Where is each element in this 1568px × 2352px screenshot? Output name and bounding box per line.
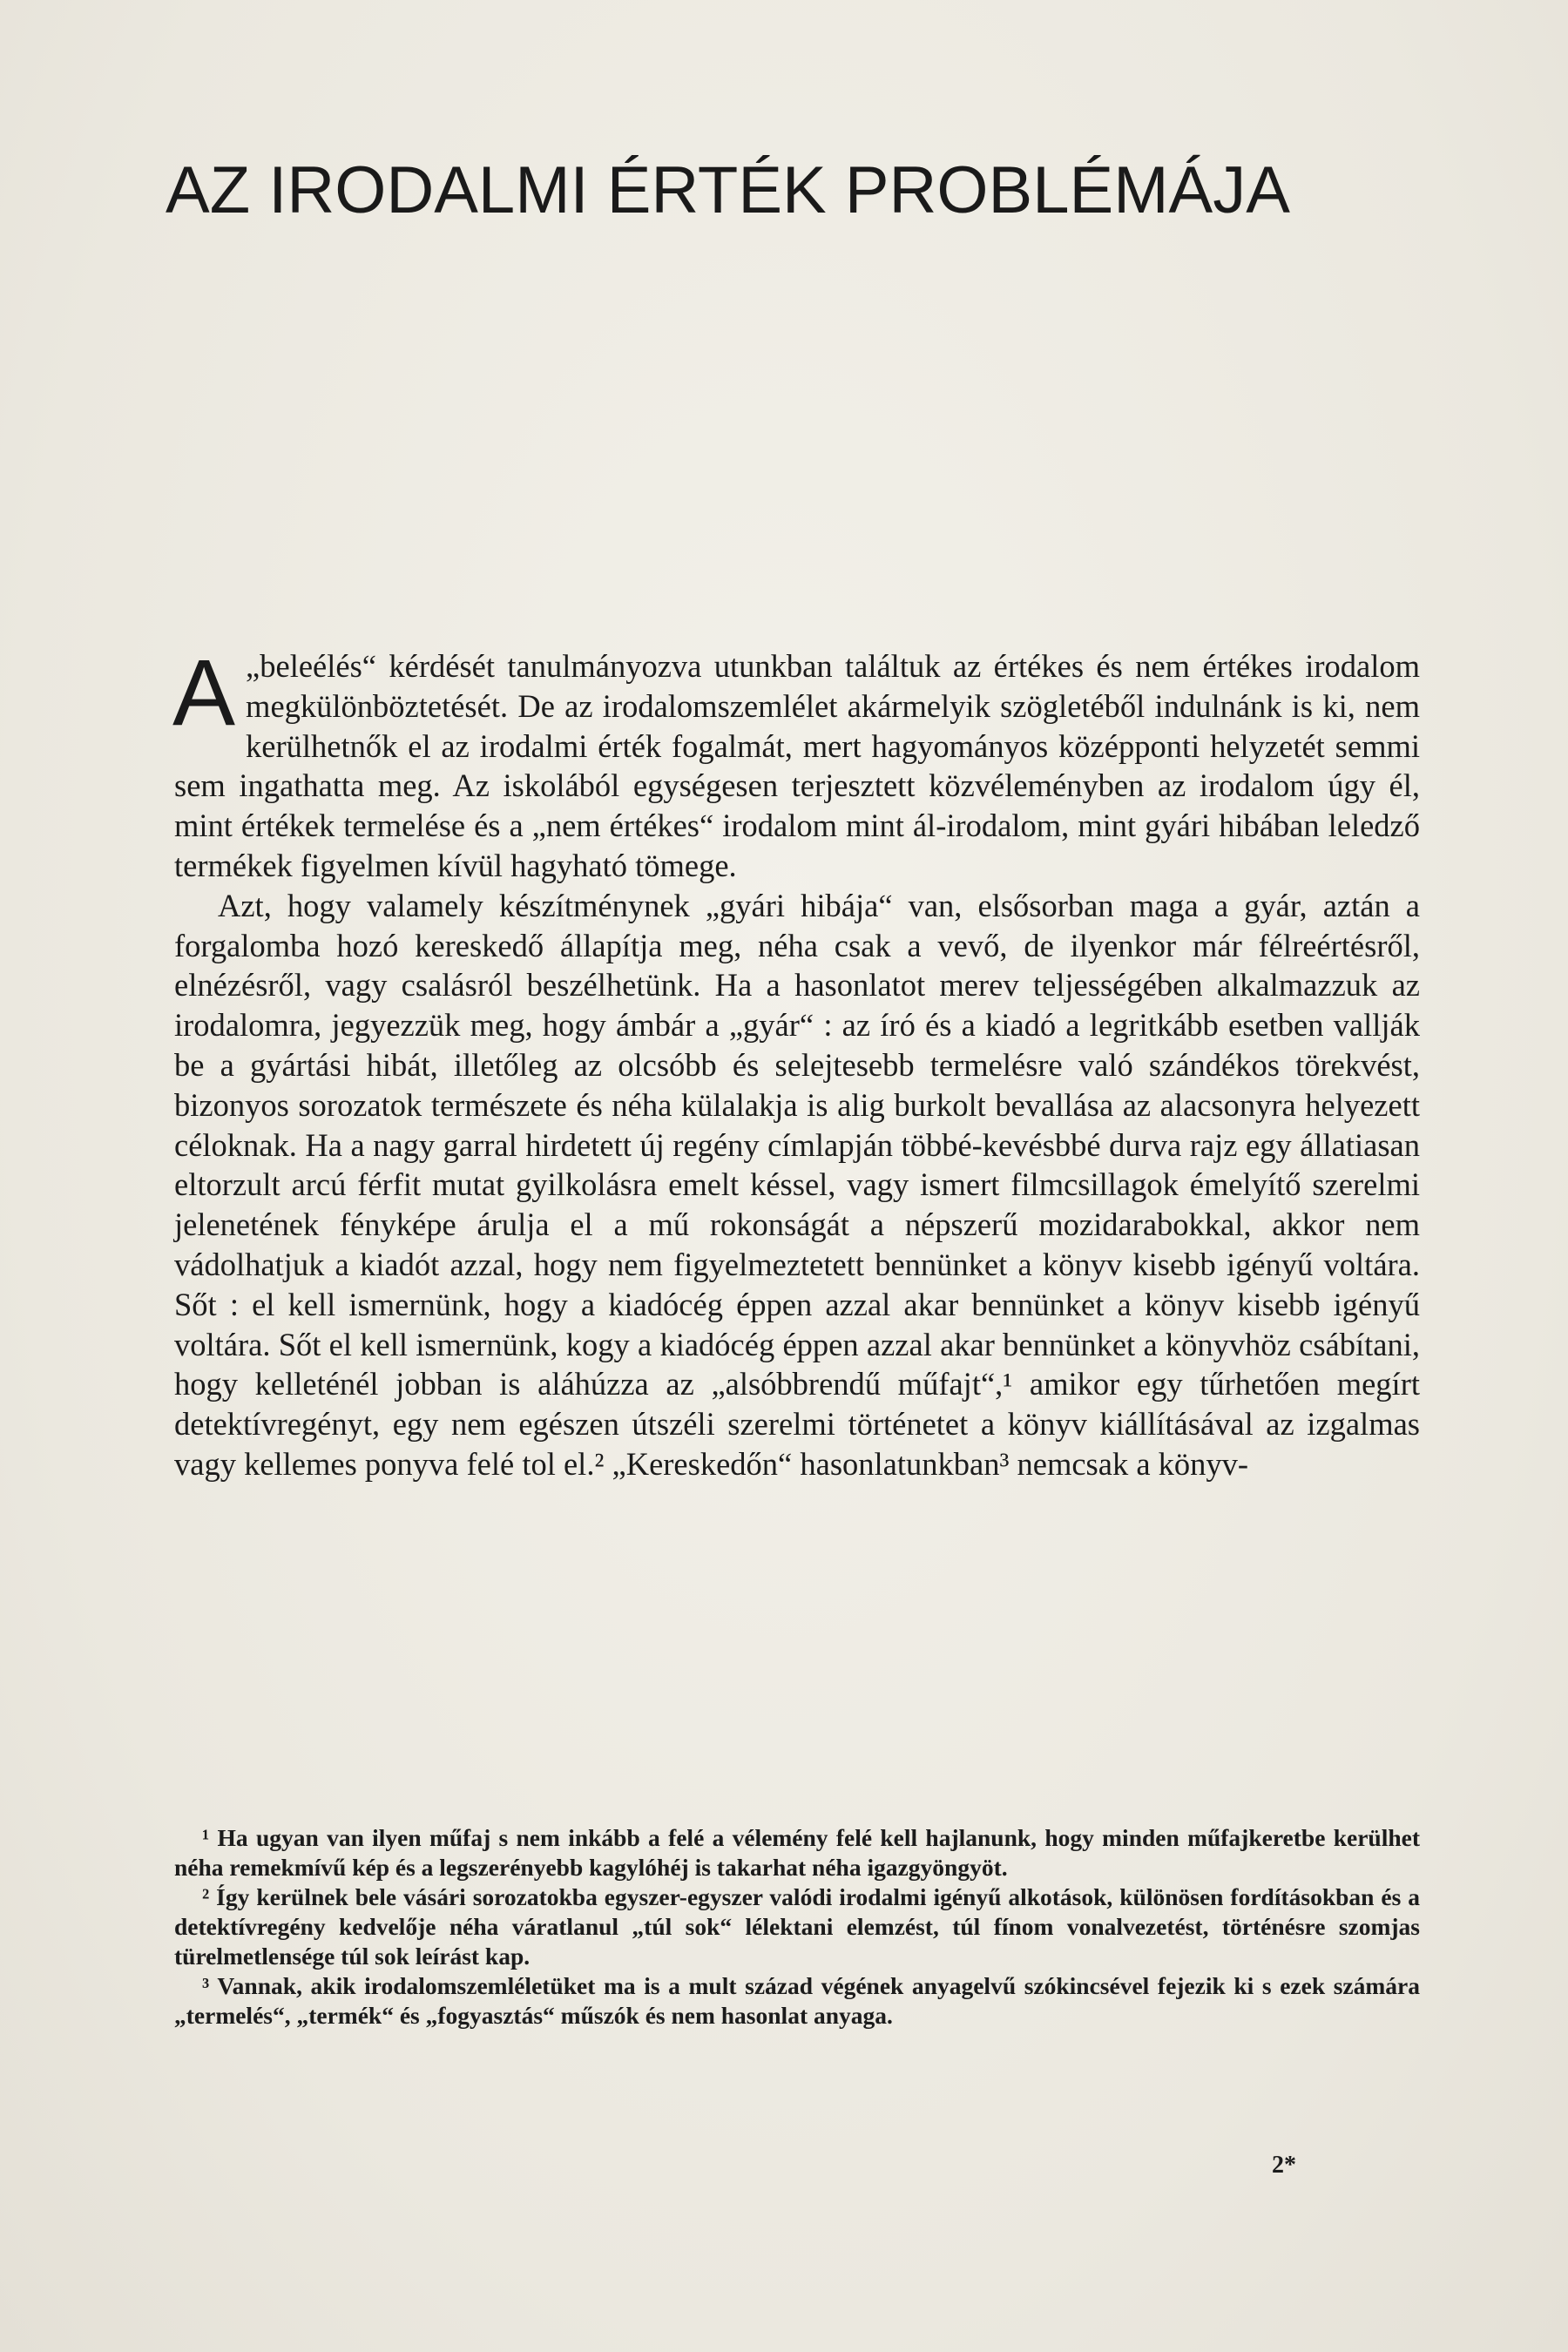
footnote-1: ¹ Ha ugyan van ilyen műfaj s nem inkább a felé a vélemény felé kell hajlanunk, hogy minden műfajkeretbe kerülhet néha remekmívű kép és a legszerényebb kagylóhéj is takarhat néha igazgyöngyöt. xyxy=(174,1824,1420,1881)
page-number: 2* xyxy=(1272,2152,1296,2179)
paragraph-1 xyxy=(172,639,1420,886)
paragraph-2: Azt, hogy valamely készítménynek „gyári hibája“ van, elsősorban maga a gyár, aztán a forgalomba hozó kereskedő állapítja meg, néha csak a vevő, de ilyenkor már félreértésről, elnézésről, vagy csalásról beszélhetünk. Ha a hasonlatot merev teljességében alkalmazzuk az irodalomra, jegyezzük meg, hogy ámbár a „gyár“ : az író és a kiadó a legritkább esetben vallják be a gyártási hibát, illetőleg az olcsóbb és selejtesebb termelésre való szándékos törekvést, bizonyos sorozatok természete és néha külalakja is alig burkolt bevallása az alacsonyra helyezett céloknak. Ha a nagy garral hirdetett új regény címlapján többé-kevésbbé durva rajz egy állatiasan eltorzult arcú férfit mutat gyilkolásra emelt késsel, vagy ismert filmcsillagok émelyítő szerelmi jelenetének fényképe árulja el a mű rokonságát a népszerű mozidarabokkal, akkor nem vádolhatjuk a kiadót azzal, hogy nem figyelmeztetett bennünket a könyv kisebb igényű voltára. Sőt : el kell ismernünk, hogy a kiadócég éppen azzal akar bennünket a könyv kisebb igényű voltára. Sőt el kell ismernünk, kogy a kiadócég éppen azzal akar bennünket a könyvhöz csábítani, hogy kelleténél jobban is aláhúzza az „alsóbbrendű műfajt“,¹ amikor egy tűrhetően megírt detektívregényt, egy nem egészen útszéli szerelmi történetet a könyv kiállításával az izgalmas vagy kellemes ponyva felé tol el.² „Kereskedőn“ hasonlatunkban³ nemcsak a könyv- xyxy=(174,887,1420,1482)
drop-cap: A xyxy=(172,639,236,745)
footnotes xyxy=(174,1823,1420,2031)
footnote-2: ² Így kerülnek bele vásári sorozatokba egyszer-egyszer valódi irodalmi igényű alkotások, különösen fordításokban és a detektívregény kedvelője néha váratlanul „túl sok“ lélektani elemzést, túl fínom vonalvezetést, történésre szomjas türelmetlensége túl sok leírást kap. xyxy=(174,1883,1420,1970)
footnote-3: ³ Vannak, akik irodalomszemléletüket ma is a mult század végének anyagelvű szókincsével fejezik ki s ezek számára „termelés“, „termék“ és „fogyasztás“ műszók és nem hasonlat anyaga. xyxy=(174,1972,1420,2029)
paragraph-1-text: „beleélés“ kérdését tanulmányozva utunkban találtuk az értékes és nem értékes irodalom megkülönböztetését. De az irodalomszemlélet akármelyik szögletéből indulnánk is ki, nem kerülhetnők el az irodalmi érték fogalmát, mert hagyományos középponti helyzetét semmi sem ingathatta meg. Az iskolából egységesen terjesztett közvéleményben az irodalom úgy él, mint értékek termelése és a „nem értékes“ irodalom mint ál-irodalom, mint gyári hibában leledző termékek figyelmen kívül hagyható tömege. xyxy=(174,648,1420,883)
chapter-title: AZ IRODALMI ÉRTÉK PROBLÉMÁJA xyxy=(166,153,1290,227)
body-text xyxy=(172,639,1420,1484)
